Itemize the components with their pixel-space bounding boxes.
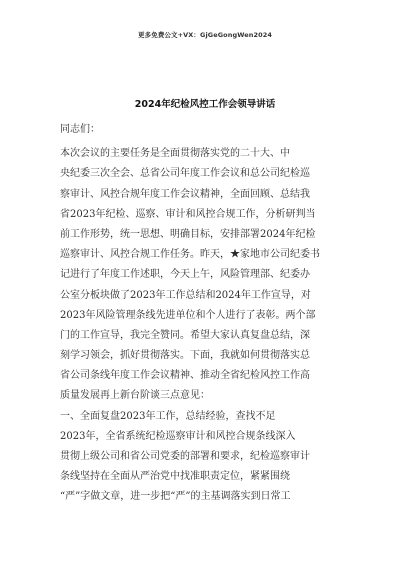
body-line: 省2023年纪检、巡察、审计和风控合规工作，分析研判当 bbox=[60, 208, 316, 220]
body-line: “严”字做文章，进一步把“严”的主基调落实到日常工 bbox=[60, 491, 291, 503]
body-line: 央纪委三次全会、总省公司年度工作会议和总公司纪检巡 bbox=[60, 168, 310, 180]
body-line: 记进行了年度工作述职，今天上午，风险管理部、纪委办 bbox=[60, 269, 310, 281]
body-line: 省公司条线年度工作会议精神、推动全省纪检风控工作高 bbox=[60, 370, 310, 382]
body-line: 2023年风险管理条线先进单位和个人进行了表彰。两个部 bbox=[60, 309, 316, 321]
section-heading: 一、全面复盘2023年工作，总结经验，查找不足 bbox=[60, 410, 276, 422]
document-body bbox=[60, 120, 350, 508]
body-line: 质量发展再上新台阶谈三点意见： bbox=[60, 390, 210, 402]
body-line: 条线坚持在全面从严治党中找准职责定位，紧紧围绕 bbox=[60, 471, 290, 483]
document-title: 2024年纪检风控工作会领导讲话 bbox=[134, 99, 276, 110]
body-line: 巡察审计、风控合规工作任务。昨天，★家地市公司纪委书 bbox=[60, 249, 320, 261]
body-line: 门的工作宣导，我完全赞同。希望大家认真复盘总结，深 bbox=[60, 329, 310, 341]
body-line: 贯彻上级公司和省公司党委的部署和要求，纪检巡察审计 bbox=[60, 451, 310, 462]
greeting: 同志们： bbox=[60, 124, 100, 135]
body-line: 前工作形势，统一思想、明确目标，安排部署2024年纪检 bbox=[60, 228, 316, 240]
body-line: 本次会议的主要任务是全面贯彻落实党的二十大、中 bbox=[60, 148, 290, 160]
body-line: 刻学习领会，抓好贯彻落实。下面，我就如何贯彻落实总 bbox=[60, 350, 310, 362]
body-line: 察审计、风控合规年度工作会议精神，全面回顾、总结我 bbox=[60, 188, 310, 200]
body-line: 公室分板块做了2023年工作总结和2024年工作宣导，对 bbox=[60, 289, 311, 301]
body-line: 2023年，全省系统纪检巡察审计和风控合规条线深入 bbox=[60, 430, 296, 442]
header-note: 更多免费公文+VX：GjGeGongWen2024 bbox=[138, 31, 272, 39]
